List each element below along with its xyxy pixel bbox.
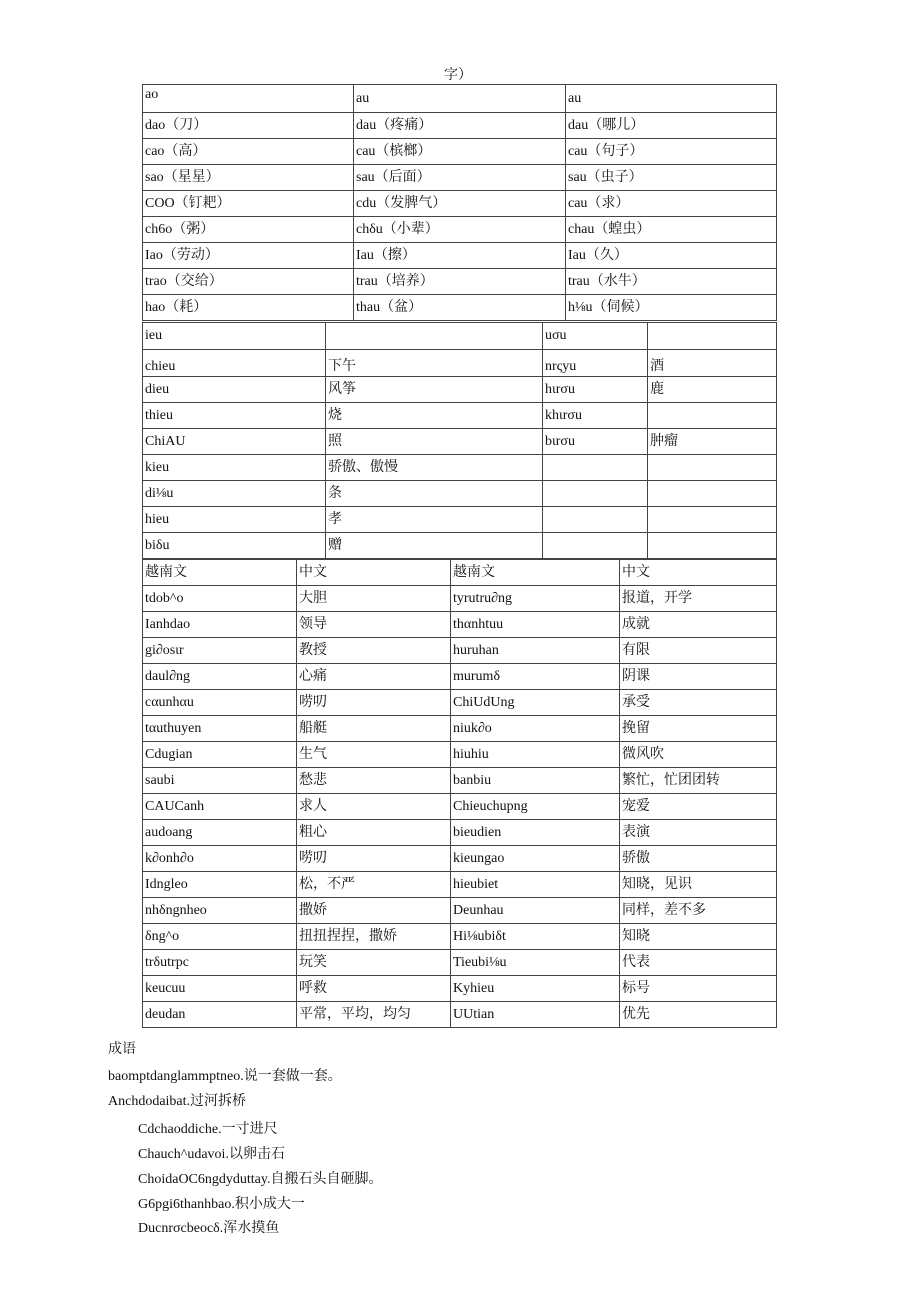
table-cell: 唠叨 — [297, 690, 451, 716]
table-cell: 代表 — [620, 950, 777, 976]
idiom-line: Cdchaoddiche.一寸进尺 — [138, 1122, 278, 1137]
table-row — [143, 742, 777, 768]
table-cell: 撒娇 — [297, 898, 451, 924]
table-row — [143, 586, 777, 612]
table-cell: thau（盆） — [354, 295, 566, 321]
table-cell: khιrσu — [543, 403, 648, 429]
table-cell: Iau（久） — [566, 243, 777, 269]
table-cell: hιrσu — [543, 377, 648, 403]
table-cell: 优先 — [620, 1002, 777, 1028]
table-cell: hiuhiu — [451, 742, 620, 768]
table-cell — [648, 403, 777, 429]
table-cell — [543, 481, 648, 507]
table-row — [143, 820, 777, 846]
table-header-row — [143, 323, 777, 350]
table-row — [143, 481, 777, 507]
table-cell: 挽留 — [620, 716, 777, 742]
table-cell: hao（耗） — [143, 295, 354, 321]
table-cell: 赠 — [326, 533, 543, 559]
table-row — [143, 1002, 777, 1028]
table-cell: trao（交给） — [143, 269, 354, 295]
idioms-heading: 成语 — [108, 1042, 136, 1057]
table-cell — [543, 455, 648, 481]
table-cell: 同样，差不多 — [620, 898, 777, 924]
table-row — [143, 217, 777, 243]
table-header-row — [143, 560, 777, 586]
table-cell: 孝 — [326, 507, 543, 533]
table-cell: huruhan — [451, 638, 620, 664]
table-cell: 成就 — [620, 612, 777, 638]
table-cell: 微风吹 — [620, 742, 777, 768]
table-row — [143, 768, 777, 794]
table-cell: 知晓，见识 — [620, 872, 777, 898]
table-cell: 烧 — [326, 403, 543, 429]
table-row — [143, 139, 777, 165]
table-cell: 骄傲、傲慢 — [326, 455, 543, 481]
table-cell: thαnhtuu — [451, 612, 620, 638]
vowel-ieu-uou-table — [142, 322, 777, 559]
table-cell: 呼救 — [297, 976, 451, 1002]
table-row — [143, 269, 777, 295]
table-cell: Ianhdao — [143, 612, 297, 638]
table-cell: thieu — [143, 403, 326, 429]
table-cell: deudan — [143, 1002, 297, 1028]
table-cell: dau（疼痛） — [354, 113, 566, 139]
page-fragment-label: 字） — [444, 68, 472, 83]
table-cell: 生气 — [297, 742, 451, 768]
table-cell: 风筝 — [326, 377, 543, 403]
table-cell: 平常，平均，均匀 — [297, 1002, 451, 1028]
header-cell: ao — [143, 85, 354, 113]
table-row — [143, 924, 777, 950]
idiom-line: baomptdanglammptneo.说一套做一套。 — [108, 1069, 342, 1084]
table-cell: 承受 — [620, 690, 777, 716]
table-cell: sau（虫子） — [566, 165, 777, 191]
table-cell — [648, 481, 777, 507]
table-row — [143, 612, 777, 638]
table-cell: 骄傲 — [620, 846, 777, 872]
table-cell: 酒 — [648, 350, 777, 377]
table-cell: Deunhau — [451, 898, 620, 924]
vocabulary-table — [142, 559, 777, 1028]
table-cell: gi∂osιr — [143, 638, 297, 664]
table-cell: 宠爱 — [620, 794, 777, 820]
table-row — [143, 690, 777, 716]
table-row — [143, 113, 777, 139]
table-cell — [648, 507, 777, 533]
table-row — [143, 872, 777, 898]
header-cell: 中文 — [620, 560, 777, 586]
table-row — [143, 429, 777, 455]
table-cell: kieu — [143, 455, 326, 481]
header-cell: au — [354, 85, 566, 113]
table-row — [143, 716, 777, 742]
table-cell: 粗心 — [297, 820, 451, 846]
table-cell — [648, 533, 777, 559]
table-row — [143, 377, 777, 403]
table-cell: bιrσu — [543, 429, 648, 455]
table-cell: niuk∂o — [451, 716, 620, 742]
table-cell: sau（后面） — [354, 165, 566, 191]
table-cell: trδutrpc — [143, 950, 297, 976]
table-row — [143, 350, 777, 377]
table-row — [143, 533, 777, 559]
table-row — [143, 638, 777, 664]
table-cell: trau（水牛） — [566, 269, 777, 295]
table-cell: nhδngnheo — [143, 898, 297, 924]
table-cell: daul∂ng — [143, 664, 297, 690]
table-row — [143, 507, 777, 533]
table-cell: ChiAU — [143, 429, 326, 455]
table-cell: 照 — [326, 429, 543, 455]
table-cell: 心痛 — [297, 664, 451, 690]
table-cell: Kyhieu — [451, 976, 620, 1002]
table-cell: 繁忙，忙团团转 — [620, 768, 777, 794]
header-cell: uσu — [543, 323, 648, 350]
table-cell: banbiu — [451, 768, 620, 794]
table-cell: 表演 — [620, 820, 777, 846]
table-cell: chδu（小辈） — [354, 217, 566, 243]
table-cell: 鹿 — [648, 377, 777, 403]
table-cell: 知晓 — [620, 924, 777, 950]
table-cell: 标号 — [620, 976, 777, 1002]
table-cell: hieubiet — [451, 872, 620, 898]
table-cell: 大胆 — [297, 586, 451, 612]
table-cell: ch6o（粥） — [143, 217, 354, 243]
header-cell: 越南文 — [143, 560, 297, 586]
table-cell: 玩笑 — [297, 950, 451, 976]
table-cell: tdob^o — [143, 586, 297, 612]
table-row — [143, 165, 777, 191]
header-cell — [648, 323, 777, 350]
table-cell: di⅛u — [143, 481, 326, 507]
table-cell: saubi — [143, 768, 297, 794]
table-cell: cau（槟榔） — [354, 139, 566, 165]
table-cell: ChiUdUng — [451, 690, 620, 716]
table-cell: COO（钉耙） — [143, 191, 354, 217]
table-cell: trau（培养） — [354, 269, 566, 295]
table-cell — [543, 533, 648, 559]
table-row — [143, 403, 777, 429]
idiom-line: Ducnrσcbeocδ.浑水摸鱼 — [138, 1221, 280, 1236]
table-cell: tαuthuyen — [143, 716, 297, 742]
table-cell: UUtian — [451, 1002, 620, 1028]
table-cell: bieudien — [451, 820, 620, 846]
table-cell — [648, 455, 777, 481]
table-cell: 船艇 — [297, 716, 451, 742]
table-cell: Tieubi⅛u — [451, 950, 620, 976]
table-cell: nrςyu — [543, 350, 648, 377]
table-cell: Cdugian — [143, 742, 297, 768]
table-cell: 报道，开学 — [620, 586, 777, 612]
table-cell: Iao（劳动） — [143, 243, 354, 269]
table-cell: k∂onh∂o — [143, 846, 297, 872]
table-row — [143, 191, 777, 217]
table-row — [143, 455, 777, 481]
vowel-ao-au-table — [142, 84, 777, 321]
table-cell: CAUCanh — [143, 794, 297, 820]
table-row — [143, 243, 777, 269]
table-cell: Idngleo — [143, 872, 297, 898]
table-row — [143, 295, 777, 321]
idiom-line: Anchdodaibat.过河拆桥 — [108, 1094, 247, 1109]
table-cell: Hi⅛ubiδt — [451, 924, 620, 950]
table-cell: audoang — [143, 820, 297, 846]
table-cell: 教授 — [297, 638, 451, 664]
table-cell: dao（刀） — [143, 113, 354, 139]
table-cell: cdu（发脾气） — [354, 191, 566, 217]
table-row — [143, 976, 777, 1002]
idiom-line: G6pgi6thanhbao.积小成大一 — [138, 1197, 305, 1212]
header-cell — [326, 323, 543, 350]
header-cell: ieu — [143, 323, 326, 350]
table-cell: 求人 — [297, 794, 451, 820]
table-cell: 松，不严 — [297, 872, 451, 898]
table-cell: kieungao — [451, 846, 620, 872]
table-row — [143, 664, 777, 690]
table-cell: 阴课 — [620, 664, 777, 690]
table-cell: chieu — [143, 350, 326, 377]
idiom-line: Chauch^udavoi.以卵击石 — [138, 1147, 285, 1162]
header-cell: au — [566, 85, 777, 113]
table-row — [143, 846, 777, 872]
table-cell: 有限 — [620, 638, 777, 664]
table-cell: δng^o — [143, 924, 297, 950]
table-cell: Chieuchupng — [451, 794, 620, 820]
table-cell: keucuu — [143, 976, 297, 1002]
table-row — [143, 794, 777, 820]
table-cell: chau（蝗虫） — [566, 217, 777, 243]
table-cell: hieu — [143, 507, 326, 533]
table-cell: cao（高） — [143, 139, 354, 165]
idiom-line: ChoidaOC6ngdyduttay.自搬石头自砸脚。 — [138, 1172, 383, 1187]
table-cell: tyrutru∂ng — [451, 586, 620, 612]
table-cell: cau（句子） — [566, 139, 777, 165]
table-cell: biδu — [143, 533, 326, 559]
table-cell — [543, 507, 648, 533]
table-cell: cαunhαu — [143, 690, 297, 716]
table-cell: h⅛u（伺候） — [566, 295, 777, 321]
table-cell: 下午 — [326, 350, 543, 377]
table-cell: dau（哪儿） — [566, 113, 777, 139]
table-cell: 愁悲 — [297, 768, 451, 794]
table-cell: sao（星星） — [143, 165, 354, 191]
table-cell: cau（求） — [566, 191, 777, 217]
table-cell: 扭扭捏捏，撒娇 — [297, 924, 451, 950]
table-cell: Iau（擦） — [354, 243, 566, 269]
table-cell: murumδ — [451, 664, 620, 690]
table-cell: 领导 — [297, 612, 451, 638]
table-row — [143, 950, 777, 976]
header-cell: 越南文 — [451, 560, 620, 586]
table-header-row — [143, 85, 777, 113]
header-cell: 中文 — [297, 560, 451, 586]
table-cell: dieu — [143, 377, 326, 403]
table-cell: 肿瘤 — [648, 429, 777, 455]
table-row — [143, 898, 777, 924]
table-cell: 唠叨 — [297, 846, 451, 872]
table-cell: 条 — [326, 481, 543, 507]
